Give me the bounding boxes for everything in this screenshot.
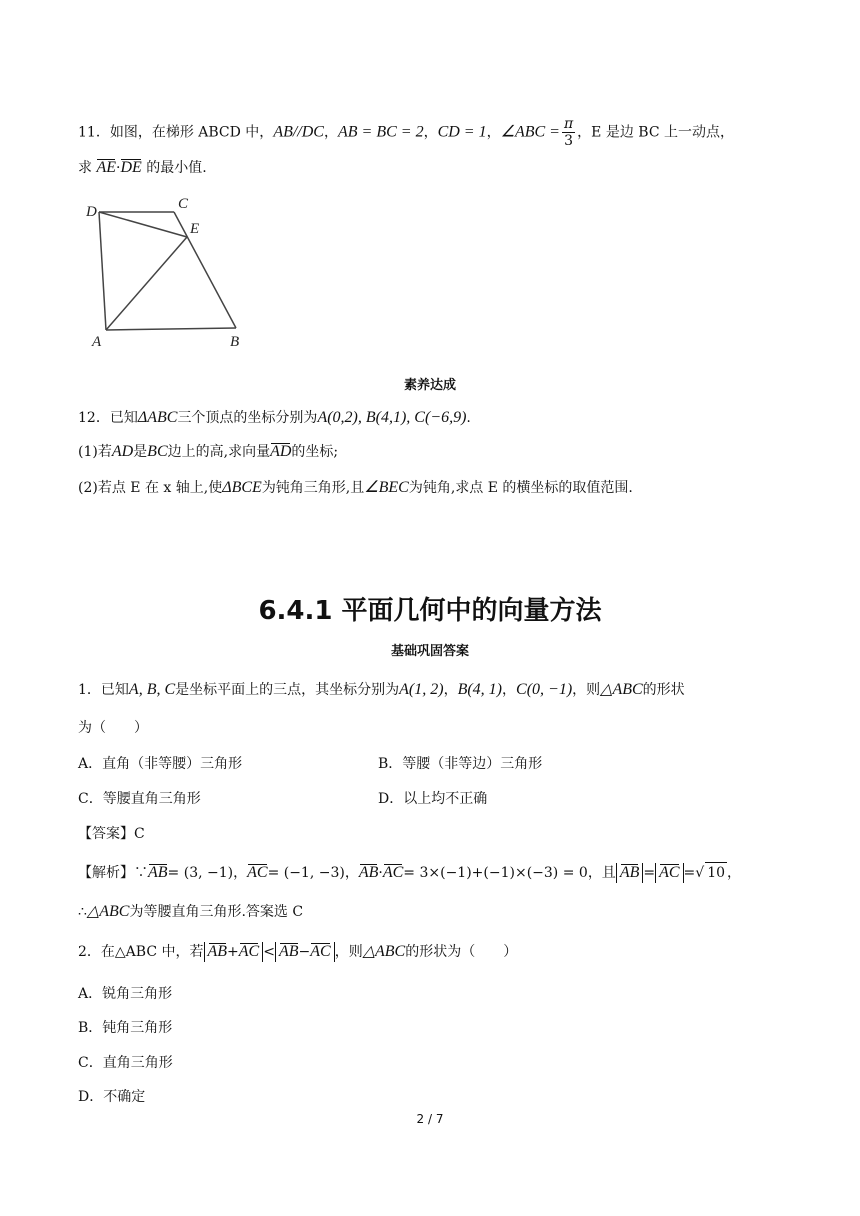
label-c: C: [178, 196, 189, 212]
abs-ab: [616, 863, 644, 883]
q12-triangle: ΔABC: [137, 409, 178, 426]
q11-line2: [78, 158, 207, 178]
label-a: A: [92, 334, 102, 350]
explanation-label: 【解析】∵: [78, 865, 148, 881]
q12-line1: [78, 408, 471, 428]
dot-operator: ·: [116, 160, 121, 176]
label-b: B: [230, 334, 240, 350]
q1-line2: 为（ ）: [78, 720, 148, 736]
q1-text: ，则: [572, 682, 601, 698]
label-d: D: [86, 204, 97, 220]
q12-text: 边上的高,求向量: [167, 444, 271, 460]
frac-numerator: π: [563, 116, 574, 132]
q1-point-b: B(4, 1): [457, 681, 503, 698]
vector-ac: AC: [382, 864, 404, 881]
q1-text: 是坐标平面上的三点，其坐标分别为: [175, 682, 400, 698]
side-ab: [106, 328, 236, 330]
q12-text: (2)若点 E 在 x 轴上,使: [78, 480, 223, 496]
q1-eq: = (−1, −3)，: [267, 865, 359, 881]
q1-text: 的形状: [642, 682, 685, 698]
q11-cd: CD = 1: [437, 123, 487, 141]
q11-ab-parallel-dc: AB//DC: [273, 123, 324, 141]
q1-eq: =: [643, 865, 656, 881]
q2-text: 的形状为（ ）: [405, 944, 518, 960]
vector-ab: AB: [358, 864, 379, 881]
q11-text: 11．如图，在梯形 ABCD 中，: [78, 124, 274, 141]
q12-coordinates: A(0,2), B(4,1), C(−6,9): [317, 409, 467, 426]
q1-point-a: A(1, 2): [399, 681, 444, 698]
therefore: ∴: [78, 904, 87, 920]
q1-option-b: B．等腰（非等边）三角形: [378, 756, 543, 772]
label-e: E: [190, 221, 200, 237]
q2-option-d: D．不确定: [78, 1089, 146, 1105]
q1-eq: =: [683, 865, 696, 881]
q1-option-d: D．以上均不正确: [378, 791, 488, 807]
q1-points: A, B, C: [128, 681, 176, 698]
plus-sign: +: [227, 944, 239, 960]
vector-ac: AC: [659, 864, 680, 881]
vector-ae: AE: [96, 159, 116, 176]
q11-text-d: 的最小值.: [146, 160, 207, 176]
q11-sep: ，: [323, 124, 338, 141]
q1-eq: = (3, −1)，: [167, 865, 248, 881]
q1-point-c: C(0, −1): [516, 681, 573, 698]
q1-eq: = 3×(−1)+(−1)×(−3) = 0: [403, 865, 588, 881]
q12-triangle-bce: ΔBCE: [222, 479, 262, 496]
q11-sep: ，: [486, 124, 501, 141]
q2-option-b: B．钝角三角形: [78, 1020, 173, 1036]
q1-option-a: A．直角（非等腰）三角形: [78, 756, 243, 772]
page-number: 2 / 7: [416, 1112, 444, 1126]
q1-sep: ，: [727, 865, 742, 881]
dot-operator: ·: [378, 865, 383, 881]
vector-ab: AB: [148, 864, 168, 881]
q12-text: 12．已知: [78, 410, 138, 426]
q12-text: (1)若: [78, 444, 112, 460]
abs-ac: [655, 863, 683, 883]
section-heading-suyang: 素养达成: [403, 378, 456, 393]
sqrt-10: 10: [705, 862, 727, 883]
section-title: 6.4.1 平面几何中的向量方法: [258, 596, 602, 626]
section-heading-jichu: 基础巩固答案: [390, 644, 469, 659]
minus-sign: −: [298, 944, 311, 960]
q1-option-c: C．等腰直角三角形: [78, 791, 201, 807]
vector-ad: AD: [270, 443, 292, 460]
vector-ac: AC: [238, 943, 260, 960]
vector-ab: AB: [619, 864, 640, 881]
abs-sum: [204, 942, 264, 962]
q2-option-a: A．锐角三角形: [78, 986, 173, 1002]
q1-text: 为等腰直角三角形.答案选 C: [129, 904, 304, 920]
q2-text: ，则: [334, 944, 363, 960]
q12-bc: BC: [147, 443, 168, 460]
vector-ac: AC: [310, 943, 331, 960]
q11-ab-eq-bc: AB = BC = 2: [337, 123, 424, 141]
trapezoid-figure: [86, 190, 256, 352]
q12-text: 为钝角,求点 E 的横坐标的取值范围.: [408, 480, 633, 496]
vector-ab: AB: [278, 943, 299, 960]
q1-conclusion: [78, 902, 303, 922]
q11-text-c: 求: [78, 160, 92, 176]
q11-sep: ，: [423, 124, 438, 141]
q1-sep: ，: [502, 682, 517, 698]
q12-angle-bec: ∠BEC: [364, 479, 409, 496]
q11-text-b: ，E 是边 BC 上一动点，: [577, 124, 735, 141]
q11-line1: [78, 116, 734, 149]
q12-text: .: [466, 410, 471, 426]
q1-text: 1．已知: [78, 682, 129, 698]
q1-triangle: △ABC: [86, 903, 130, 920]
side-bc: [174, 212, 236, 328]
frac-denominator: 3: [564, 133, 574, 149]
q2-option-c: C．直角三角形: [78, 1055, 173, 1071]
q12-line2: [78, 442, 338, 462]
q12-ad: AD: [111, 443, 134, 460]
q12-line3: [78, 478, 633, 498]
abs-difference: [275, 942, 335, 962]
q2-triangle: △ABC: [362, 943, 406, 960]
q11-pi-over-3: [562, 116, 575, 149]
q2-line1: [78, 942, 517, 962]
vector-de: DE: [120, 159, 142, 176]
q12-text: 三个顶点的坐标分别为: [177, 410, 318, 426]
q12-text: 为钝角三角形,且: [261, 480, 365, 496]
q1-explanation: [78, 862, 741, 883]
segment-ae: [106, 237, 187, 330]
side-da: [99, 212, 106, 330]
q1-answer: 【答案】C: [78, 826, 145, 842]
vector-ac: AC: [247, 864, 268, 881]
q12-text: 是: [133, 444, 148, 460]
q1-triangle: △ABC: [600, 681, 643, 698]
segment-de: [99, 212, 187, 237]
q12-text: 的坐标;: [291, 444, 339, 460]
q1-sep: ，: [443, 682, 458, 698]
less-than: <: [263, 944, 275, 960]
sqrt-sign: √: [695, 865, 705, 881]
q1-line1: [78, 680, 685, 700]
vector-ab: AB: [207, 943, 228, 960]
q2-text: 2．在△ABC 中，若: [78, 944, 204, 960]
q11-angle: ∠ABC =: [500, 123, 560, 141]
q1-text: ，且: [587, 865, 616, 881]
